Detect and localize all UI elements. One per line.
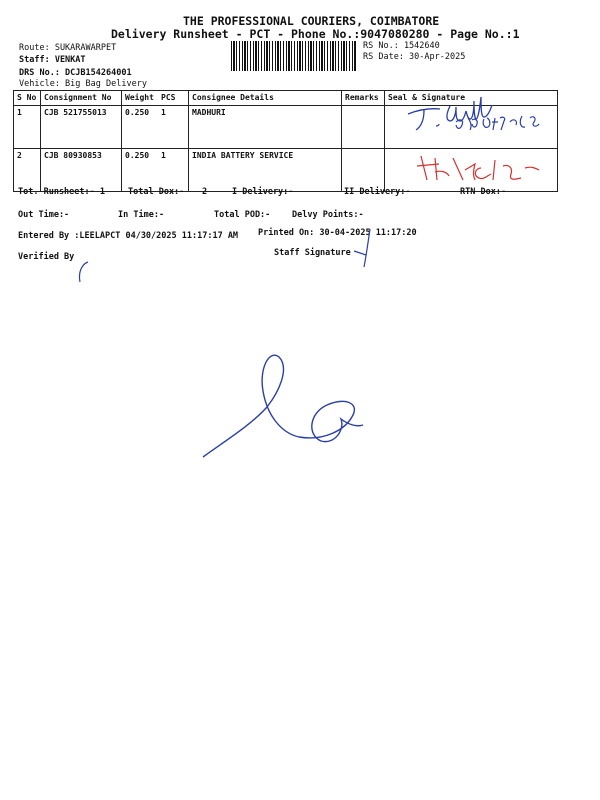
company-title: THE PROFESSIONAL COURIERS, COIMBATORE: [183, 14, 440, 28]
col-weight: Weight: [122, 91, 159, 106]
col-consignment: Consignment No: [41, 91, 122, 106]
printed-on: Printed On: 30-04-2025 11:17:20: [258, 228, 417, 238]
cell-consignee: INDIA BATTERY SERVICE: [189, 149, 342, 192]
large-signature: [195, 345, 375, 465]
total-dox-label: Total Dox:-: [128, 187, 185, 197]
cell-remarks: [342, 149, 385, 192]
i-delivery: I Delivery:-: [232, 187, 294, 197]
ii-delivery: II Delivery:-: [344, 187, 411, 197]
cell-consignment: CJB 521755013: [41, 106, 122, 149]
cell-weight: 0.250: [122, 106, 159, 149]
out-time: Out Time:-: [18, 210, 70, 220]
cell-weight: 0.250: [122, 149, 159, 192]
cell-sno: 2: [14, 149, 41, 192]
col-signature: Seal & Signature: [385, 91, 558, 106]
staff-label: Staff: VENKAT: [19, 55, 86, 65]
entered-by: Entered By :LEELAPCT 04/30/2025 11:17:17 AM: [18, 231, 239, 241]
total-dox-value: 2: [202, 187, 208, 197]
in-time: In Time:-: [118, 210, 165, 220]
delvy-points: Delvy Points:-: [292, 210, 364, 220]
staff-signature-label: Staff Signature: [274, 248, 351, 258]
pen-mark-verified: [72, 256, 102, 286]
vehicle-label: Vehicle: Big Bag Delivery: [19, 79, 147, 89]
barcode: [231, 41, 357, 71]
pen-tick-mark: [340, 225, 380, 270]
handwritten-signature-row1: [400, 92, 570, 137]
cell-remarks: [342, 106, 385, 149]
handwritten-signature-row2: [413, 150, 573, 185]
cell-consignment: CJB 80930853: [41, 149, 122, 192]
col-pcs: PCS: [158, 91, 189, 106]
cell-consignee: MADHURI: [189, 106, 342, 149]
col-consignee: Consignee Details: [189, 91, 342, 106]
col-sno: S No: [14, 91, 41, 106]
route-label: Route: SUKARAWARPET: [19, 43, 117, 53]
rs-date: RS Date: 30-Apr-2025: [363, 52, 466, 62]
runsheet-subtitle: Delivery Runsheet - PCT - Phone No.:9047080280 - Page No.:1: [111, 27, 520, 41]
verified-by: Verified By: [18, 252, 75, 262]
total-pod: Total POD:-: [214, 210, 271, 220]
tot-runsheet: Tot. Runsheet:- 1: [18, 187, 105, 197]
drs-number: DRS No.: DCJB154264001: [19, 68, 132, 78]
rs-number: RS No.: 1542640: [363, 41, 440, 51]
col-remarks: Remarks: [342, 91, 385, 106]
cell-pcs: 1: [158, 106, 189, 149]
cell-sno: 1: [14, 106, 41, 149]
rtn-dox: RTN Dox:-: [460, 187, 507, 197]
cell-pcs: 1: [158, 149, 189, 192]
